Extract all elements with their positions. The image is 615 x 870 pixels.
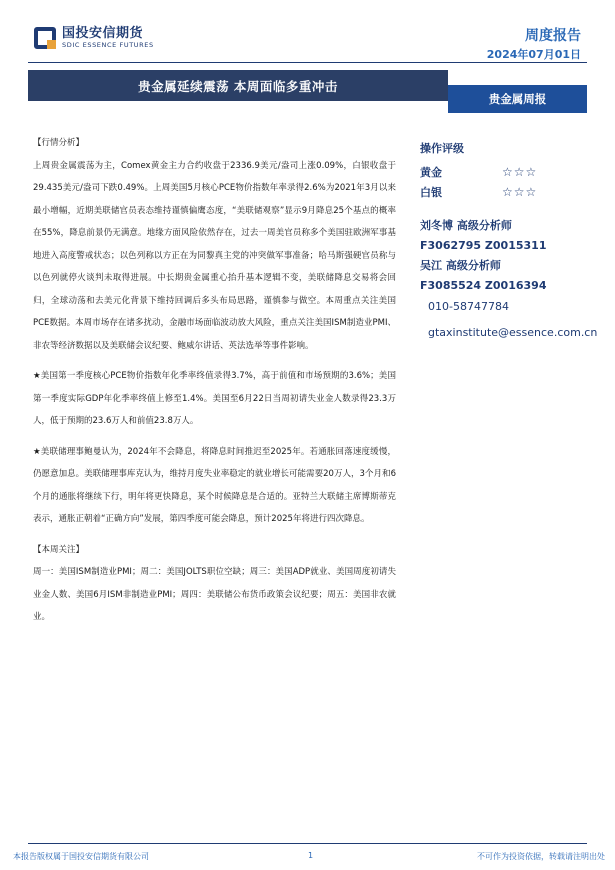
- bullet-paragraph-fed: ★美联储理事鲍曼认为，2024年不会降息，将降息时间推迟至2025年。若通胀回落速度缓慢，仍愿意加息。美联储理事库克认为，维持月度失业率稳定的就业增长可能需要20万人，3个月和6个月的通胀将继续下行，明年将更快降息，某个时候降息是合适的。亚特兰大联储主席博斯蒂克表示，通胀正朝着“正确方向”发展，第四季度可能会降息，预计2025年将进行四次降息。: [33, 446, 396, 524]
- footer-disclaimer: 不可作为投资依据，转载请注明出处: [477, 852, 605, 861]
- analyst-license: F3085524 Z0016394: [420, 279, 547, 292]
- logo-mark-icon: [34, 27, 56, 49]
- rating-row-silver: [420, 182, 615, 202]
- report-type: 周度报告: [525, 28, 581, 44]
- rating-stars-icon: ☆☆☆: [502, 185, 538, 199]
- rating-name: 黄金: [420, 166, 442, 179]
- bullet-paragraph-data: ★美国第一季度核心PCE物价指数年化季率终值录得3.7%，高于前值和市场预期的3.6%；美国第一季度实际GDP年化季率终值上修至1.4%。美国至6月22日当周初请失业金人数录得23.3万人，低于预期的23.6万人和前值23.8万人。: [33, 371, 396, 426]
- rating-name: 白银: [420, 186, 442, 199]
- analyst-name: 吴江 高级分析师: [420, 259, 501, 272]
- footer-divider: [28, 843, 587, 844]
- company-logo: [34, 26, 154, 50]
- analyst-license: F3062795 Z0015311: [420, 239, 547, 252]
- report-date: 2024年07月01日: [486, 48, 581, 61]
- footer-copyright: 本报告版权属于国投安信期货有限公司: [13, 852, 149, 861]
- analyst-block: [420, 216, 615, 344]
- contact-email[interactable]: gtaxinstitute@essence.com.cn: [428, 326, 598, 339]
- company-name-cn: 国投安信期货: [62, 26, 144, 41]
- rating-title: 操作评级: [420, 142, 464, 155]
- contact-phone: 010-58747784: [428, 300, 509, 313]
- analyst-name: 刘冬博 高级分析师: [420, 219, 512, 232]
- rating-row-gold: [420, 162, 615, 182]
- page-number: 1: [308, 851, 314, 860]
- title-banner: [28, 70, 448, 101]
- category-label: 贵金属周报: [488, 92, 547, 106]
- report-title: 贵金属延续震荡 本周面临多重冲击: [138, 78, 338, 94]
- company-name-en: SDIC ESSENCE FUTURES: [62, 41, 154, 49]
- section-heading-watch: 【本周关注】: [33, 544, 85, 555]
- market-analysis-paragraph: 上周贵金属震荡为主，Comex黄金主力合约收盘于2336.9美元/盎司上涨0.09%，白银收盘于29.435美元/盎司下跌0.49%。上周美国5月核心PCE物价指数年率录得2.6%为2021年3月以来最小增幅，近期美联储官员表态维持谨慎偏鹰态度，“美联储观察”显示9月降息25个基点的概率在55%，降息前景仍无满意。地缘方面风险依然存在，过去一周美官员称多个美国驻欧洲军事基地进入高度警戒状态；以色列称以方正在为同黎真主党的冲突做军事准备；哈马斯强硬官员称与以色列就停火谈判未取得进展。中长期贵金属重心抬升基本逻辑不变，美联储降息交易将会回归，全球动荡和去美元化背景下维持回调后多头布局思路，谨慎参与做空。本周重点关注美国PCE数据。本周市场存在诸多扰动，金融市场面临波动放大风险，重点关注美国ISM制造业PMI、非农等经济数据以及美联储会议纪要、鲍威尔讲话、英法选举等事件影响。: [33, 160, 396, 351]
- header-divider: [28, 62, 587, 63]
- weekly-watch-paragraph: 周一：美国ISM制造业PMI；周二：美国JOLTS职位空缺；周三：美国ADP就业、美国周度初请失业金人数、美国6月ISM非制造业PMI；周四：美联储公布货币政策会议纪要；周五：美国非农就业。: [33, 567, 396, 622]
- sidebar: [420, 140, 615, 344]
- category-tab: [448, 85, 587, 113]
- section-heading-market: 【行情分析】: [33, 138, 85, 148]
- rating-stars-icon: ☆☆☆: [502, 165, 538, 179]
- analysis-body: [33, 132, 396, 629]
